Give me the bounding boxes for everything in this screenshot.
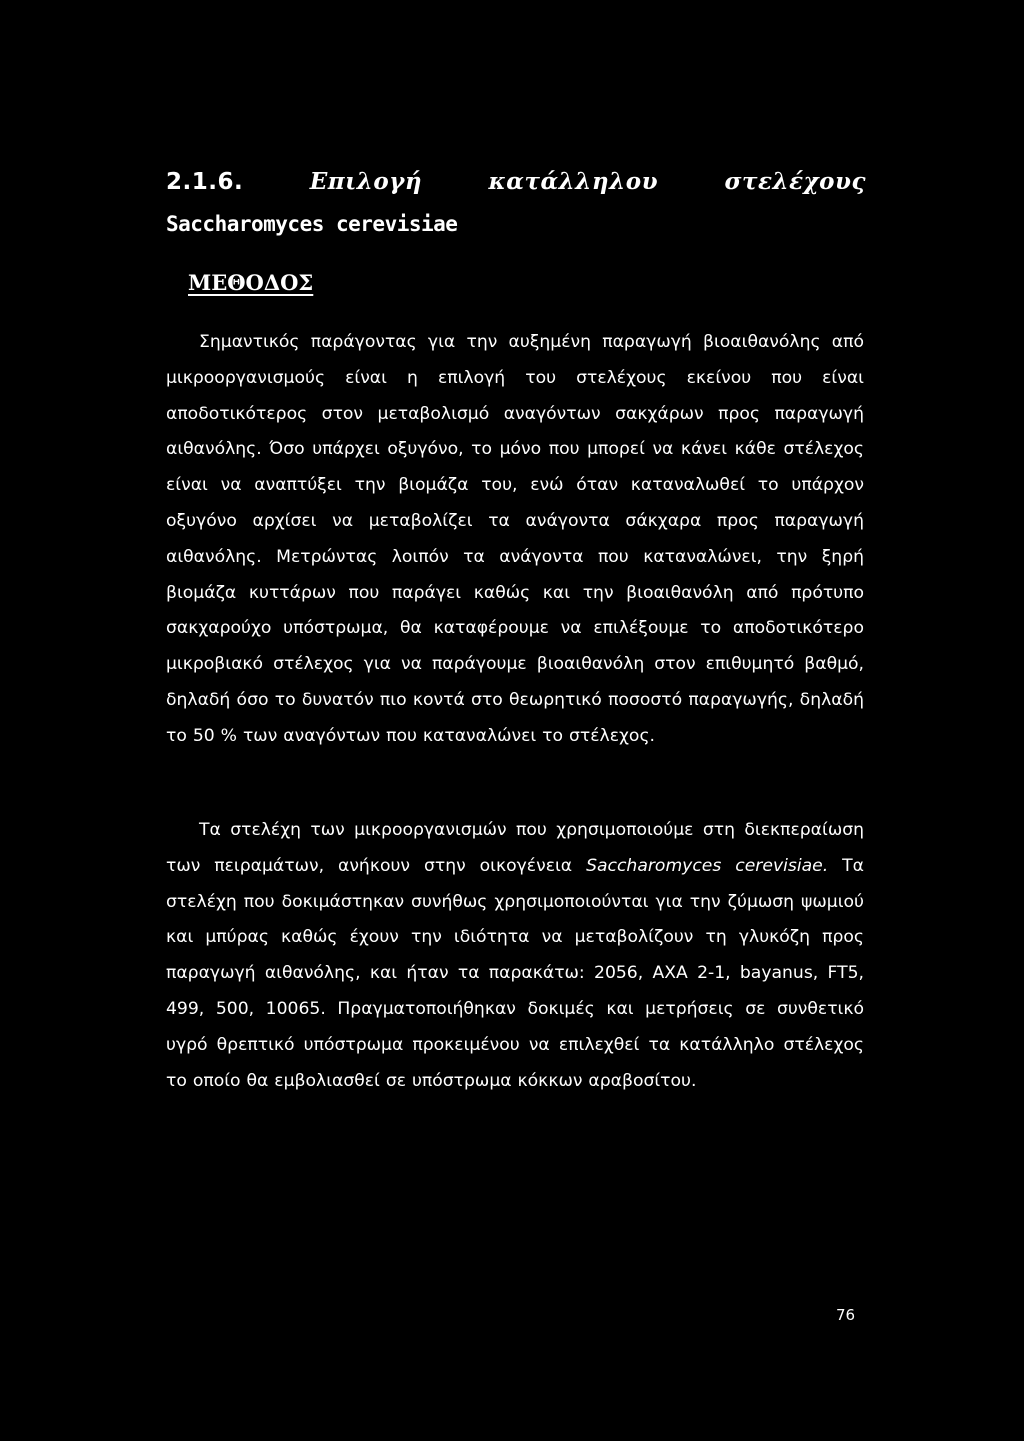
page-number: 76 [836,1306,856,1324]
heading-word-selection: Επιλογή [309,168,423,195]
section-number: 2.1.6. [166,169,244,195]
paragraph-1: Σημαντικός παράγοντας για την αυξημένη παραγωγή βιοαιθανόλης από μικροοργανισμούς είναι η επιλογή του στελέχους εκείνου που είναι αποδοτικότερος στον μεταβολισμό αναγόντων σακχάρων προς παραγωγή αιθανόλης. Όσο υπάρχει οξυγόνο, το μόνο που μπορεί να κάνει κάθε στέλεχος είναι να αναπτύξει την βιομάζα του, ενώ όταν καταναλωθεί το υπάρχον οξυγόνο αρχίσει να μεταβολίζει τα ανάγοντα σάκχαρα προς παραγωγή αιθανόλης. Μετρώντας λοιπόν τα ανάγοντα που καταναλώνει, την ξηρή βιομάζα κυττάρων που παράγει καθώς και την βιοαιθανόλη από πρότυπο σακχαρούχο υπόστρωμα, θα καταφέρουμε να επιλέξουμε το αποδοτικότερο μικροβιακό στέλεχος για να παράγουμε βιοαιθανόλη στον επιθυμητό βαθμό, δηλαδή όσο το δυνατόν πιο κοντά στο θεωρητικό ποσοστό παραγωγής, δηλαδή το 50 % των αναγόντων που καταναλώνει το στέλεχος. [166,332,864,746]
section-heading-species: Saccharomyces cerevisiae [166,212,458,236]
paragraph-2-species: Saccharomyces cerevisiae. [586,855,829,876]
heading-word-suitable: κατάλληλου [488,168,659,195]
paragraph-2 [166,813,864,1099]
section-heading [166,168,866,195]
paragraph-2-intro: Τα στελέχη των μικροοργανισμών που χρησιμοποιούμε στη διεκπεραίωση των πειραμάτων, ανήκουν στην οικογένεια [166,820,864,876]
heading-word-strain: στελέχους [724,168,866,195]
paragraph-2-rest: Τα στελέχη που δοκιμάστηκαν συνήθως χρησιμοποιούνται για την ζύμωση ψωμιού και μπύρας καθώς έχουν την ιδιότητα να μεταβολίζουν τη γλυκόζη προς παραγωγή αιθανόλης, και ήταν τα παρακάτω: 2056, ΑΧΑ 2-1, bayanus, FT5, 499, 500, 10065. Πραγματοποιήθηκαν δοκιμές και μετρήσεις σε συνθετικό υγρό θρεπτικό υπόστρωμα προκειμένου να επιλεχθεί τα κατάλληλο στέλεχος το οποίο θα εμβολιασθεί σε υπόστρωμα κόκκων αραβοσίτου. [166,855,864,1091]
method-title: ΜΕΘΟΔΟΣ [188,270,314,295]
